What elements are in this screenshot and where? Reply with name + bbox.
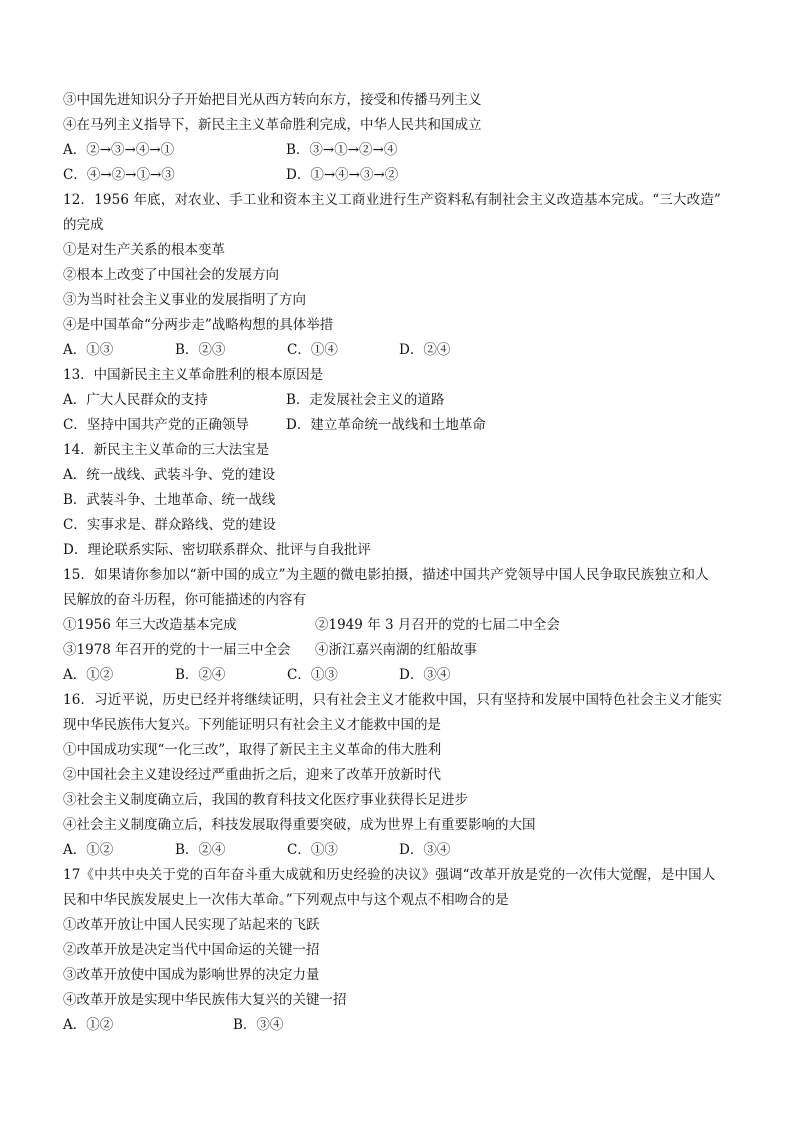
q17-stem-line-2: 民和中华民族发展史上一次伟大革命。”下列观点中与这个观点不相吻合的是 [63, 892, 509, 908]
q15-item-2: ②1949 年 3 月召开的党的七届二中全会 [315, 617, 560, 633]
q17-item-3: ③改革开放使中国成为影响世界的决定力量 [63, 967, 320, 983]
q12-item-3: ③为当时社会主义事业的发展指明了方向 [63, 292, 306, 308]
q12-options-row [63, 338, 735, 363]
q12-item-1: ①是对生产关系的根本变革 [63, 242, 225, 258]
q14-option-d[interactable]: D．理论联系实际、密切联系群众、批评与自我批评 [63, 542, 371, 558]
q11-option-a[interactable]: A．②→③→④→① [63, 142, 175, 158]
q15-item-3: ③1978 年召开的党的十一届三中全会 [63, 642, 291, 658]
q16-option-c[interactable]: C．①③ [287, 842, 338, 858]
q15-stem-line-1: 15．如果请你参加以“新中国的成立”为主题的微电影拍摄，描述中国共产党领导中国人民争取民族独立和人 [63, 567, 709, 583]
q16-option-b[interactable]: B．②④ [175, 842, 226, 858]
question-list [63, 88, 735, 1038]
q13-options-row-2 [63, 413, 735, 438]
q11-item-4: ④在马列主义指导下，新民主主义革命胜利完成，中华人民共和国成立 [63, 117, 482, 133]
q15-options-row [63, 663, 735, 688]
q15-stem-line-2: 民解放的奋斗历程，你可能描述的内容有 [63, 592, 306, 608]
q11-option-b[interactable]: B．③→①→②→④ [286, 142, 398, 158]
q16-item-4: ④社会主义制度确立后，科技发展取得重要突破，成为世界上有重要影响的大国 [63, 817, 536, 833]
q17-item-4: ④改革开放是实现中华民族伟大复兴的关键一招 [63, 992, 347, 1008]
q17-item-1: ①改革开放让中国人民实现了站起来的飞跃 [63, 917, 320, 933]
q14-option-a[interactable]: A．统一战线、武装斗争、党的建设 [63, 467, 276, 483]
q16-option-a[interactable]: A．①② [63, 842, 114, 858]
q15-option-d[interactable]: D．③④ [399, 667, 451, 683]
q11-options-row-2 [63, 163, 735, 188]
q11-options-row-1 [63, 138, 735, 163]
q14-option-b[interactable]: B．武装斗争、土地革命、统一战线 [63, 492, 276, 508]
q12-stem-line-1: 12．1956 年底，对农业、手工业和资本主义工商业进行生产资料私有制社会主义改造基本完成。“三大改造” [63, 192, 721, 208]
q13-option-b[interactable]: B．走发展社会主义的道路 [286, 392, 445, 408]
q11-option-d[interactable]: D．①→④→③→② [286, 167, 399, 183]
q16-item-1: ①中国成功实现“一化三改”，取得了新民主主义革命的伟大胜利 [63, 742, 442, 758]
q13-option-d[interactable]: D．建立革命统一战线和土地革命 [286, 417, 486, 433]
q12-option-c[interactable]: C．①④ [287, 342, 338, 358]
q15-option-b[interactable]: B．②④ [175, 667, 226, 683]
q15-option-c[interactable]: C．①③ [287, 667, 338, 683]
q12-option-b[interactable]: B．②③ [175, 342, 226, 358]
q11-item-3: ③中国先进知识分子开始把目光从西方转向东方，接受和传播马列主义 [63, 92, 482, 108]
q11-option-c[interactable]: C．④→②→①→③ [63, 167, 175, 183]
q16-stem-line-1: 16．习近平说，历史已经并将继续证明，只有社会主义才能救中国，只有坚持和发展中国特色社会主义才能实 [63, 692, 723, 708]
q12-option-a[interactable]: A．①③ [63, 342, 114, 358]
q15-item-4: ④浙江嘉兴南湖的红船故事 [315, 642, 477, 658]
q12-item-4: ④是中国革命“分两步走”战略构想的具体举措 [63, 317, 334, 333]
q16-options-row [63, 838, 735, 863]
q14-stem: 14．新民主主义革命的三大法宝是 [63, 442, 270, 458]
q16-item-2: ②中国社会主义建设经过严重曲折之后，迎来了改革开放新时代 [63, 767, 441, 783]
q15-items-row-1 [63, 613, 735, 638]
q17-stem-line-1: 17《中共中央关于党的百年奋斗重大成就和历史经验的决议》强调“改革开放是党的一次伟大觉醒，是中国人 [63, 867, 716, 883]
q13-stem: 13．中国新民主主义革命胜利的根本原因是 [63, 367, 324, 383]
q17-options-row [63, 1013, 735, 1038]
q12-option-d[interactable]: D．②④ [399, 342, 451, 358]
q15-option-a[interactable]: A．①② [63, 667, 114, 683]
q16-item-3: ③社会主义制度确立后，我国的教育科技文化医疗事业获得长足进步 [63, 792, 468, 808]
q15-items-row-2 [63, 638, 735, 663]
q14-option-c[interactable]: C．实事求是、群众路线、党的建设 [63, 517, 276, 533]
q12-item-2: ②根本上改变了中国社会的发展方向 [63, 267, 279, 283]
q16-option-d[interactable]: D．③④ [399, 842, 451, 858]
q17-item-2: ②改革开放是决定当代中国命运的关键一招 [63, 942, 320, 958]
q13-option-c[interactable]: C．坚持中国共产党的正确领导 [63, 417, 249, 433]
q17-option-b[interactable]: B．③④ [233, 1017, 284, 1033]
q15-item-1: ①1956 年三大改造基本完成 [63, 617, 237, 633]
q17-option-a[interactable]: A．①② [63, 1017, 114, 1033]
q13-options-row-1 [63, 388, 735, 413]
q16-stem-line-2: 现中华民族伟大复兴。下列能证明只有社会主义才能救中国的是 [63, 717, 441, 733]
q13-option-a[interactable]: A．广大人民群众的支持 [63, 392, 208, 408]
q12-stem-line-2: 的完成 [63, 217, 104, 233]
